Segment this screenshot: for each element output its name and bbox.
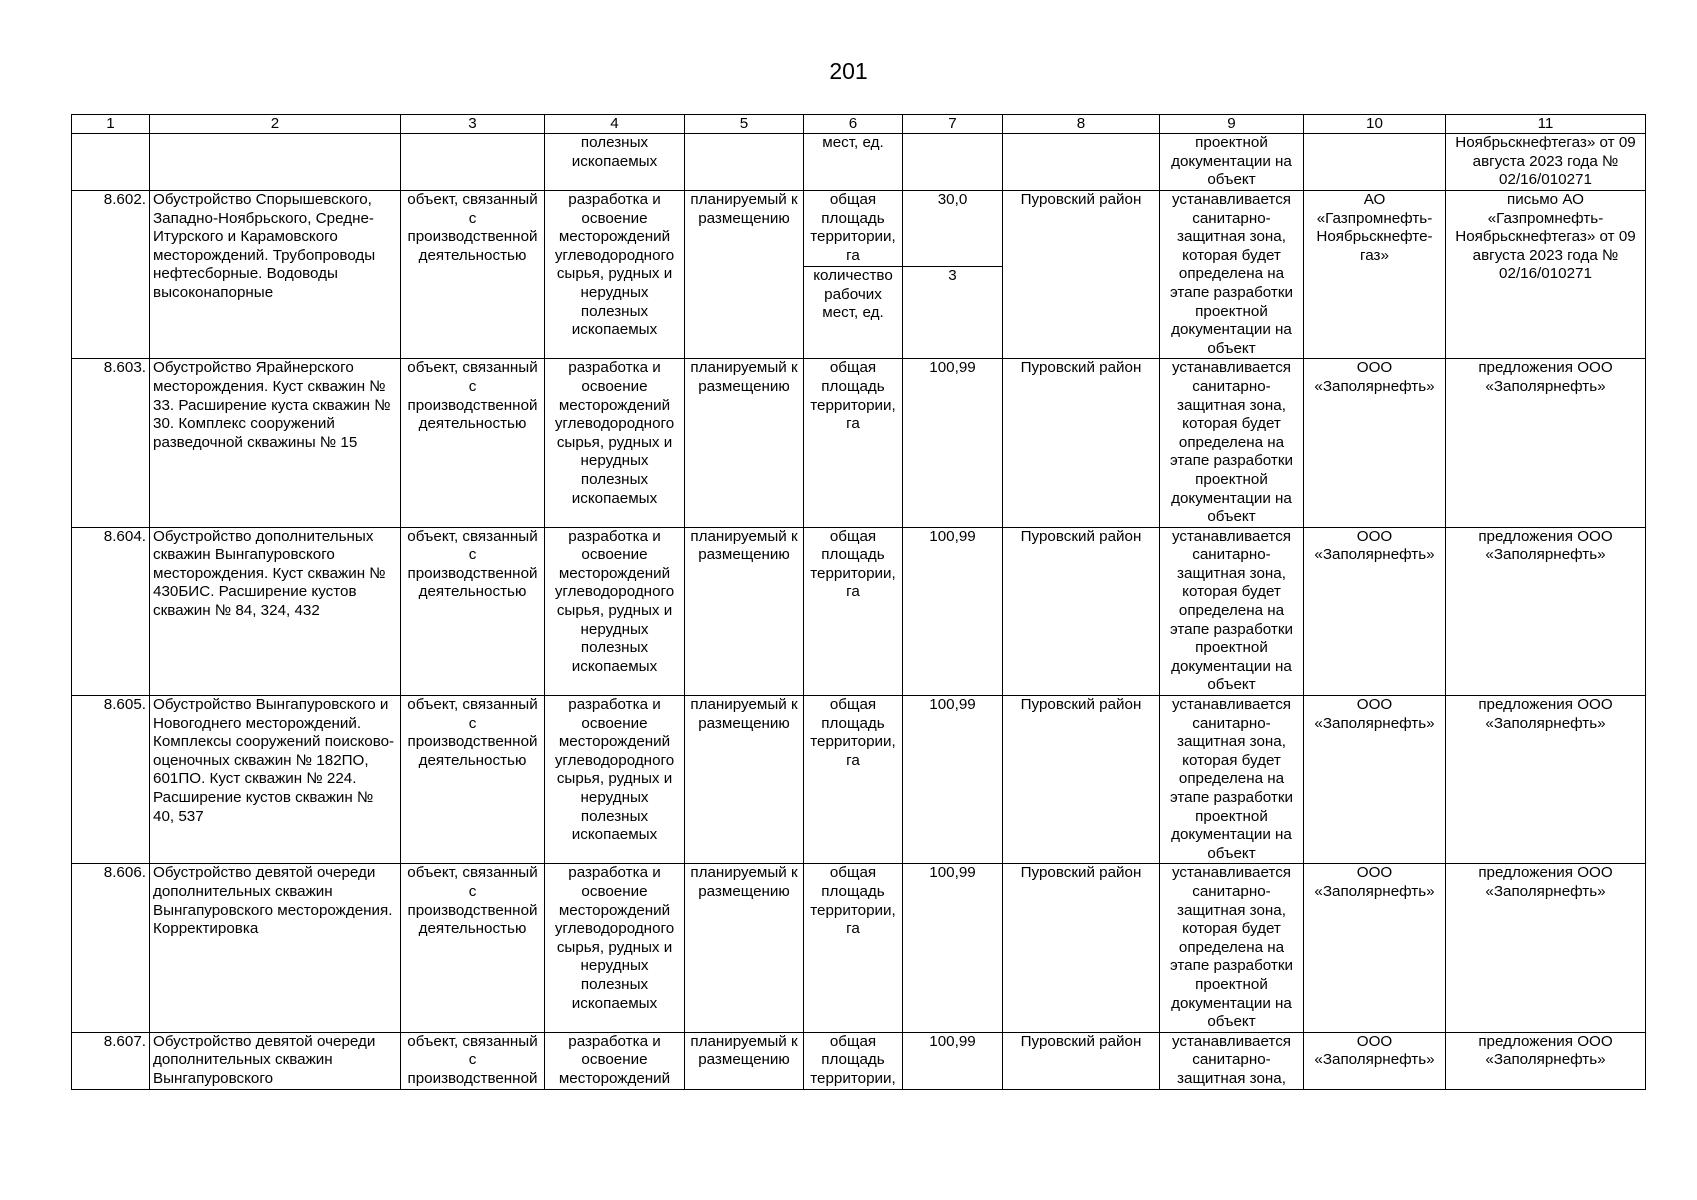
purpose-cell: разработка и освоение месторождений углеводородного сырья, рудных и нерудных полезных ископаемых	[545, 864, 685, 1032]
value-cell: 30,0	[903, 191, 1003, 267]
status-cell: планируемый к размещению	[685, 1032, 804, 1089]
location-cell: Пуровский район	[1003, 527, 1160, 695]
zone-cell: устанавливается санитарно-защитная зона, которая будет определена на этапе разработки проектной документации на объект	[1160, 191, 1304, 359]
basis-cell: предложения ООО «Заполярнефть»	[1446, 359, 1646, 527]
location-cell: Пуровский район	[1003, 359, 1160, 527]
object-name: Обустройство девятой очереди дополнительных скважин Вынгапуровского	[150, 1032, 401, 1089]
characteristic-cell: общая площадь территории, га	[804, 359, 903, 527]
zone-cell: устанавливается санитарно-защитная зона, которая будет определена на этапе разработки проектной документации на объект	[1160, 359, 1304, 527]
basis-cell: предложения ООО «Заполярнефть»	[1446, 864, 1646, 1032]
object-name: Обустройство Ярайнерского месторождения. Куст скважин № 33. Расширение куста скважин № 30. Комплекс сооружений разведочной скважины № 15	[150, 359, 401, 527]
location-cell: Пуровский район	[1003, 864, 1160, 1032]
location-cell: Пуровский район	[1003, 696, 1160, 864]
column-header: 10	[1304, 115, 1446, 134]
value-cell: 100,99	[903, 1032, 1003, 1089]
object-type: объект, связанный с производственной деятельностью	[401, 527, 545, 695]
basis-cell: Ноябрьскнефтегаз» от 09 августа 2023 года № 02/16/010271	[1446, 134, 1646, 191]
characteristic-cell: общая площадь территории, га	[804, 696, 903, 864]
purpose-cell: разработка и освоение месторождений	[545, 1032, 685, 1089]
organization-cell: ООО «Заполярнефть»	[1304, 527, 1446, 695]
value-cell: 100,99	[903, 527, 1003, 695]
basis-cell: предложения ООО «Заполярнефть»	[1446, 696, 1646, 864]
zone-cell: устанавливается санитарно-защитная зона,	[1160, 1032, 1304, 1089]
table-row	[72, 191, 1646, 267]
zone-cell: проектной документации на объект	[1160, 134, 1304, 191]
characteristic-cell: общая площадь территории, га	[804, 864, 903, 1032]
zone-cell: устанавливается санитарно-защитная зона, которая будет определена на этапе разработки проектной документации на объект	[1160, 696, 1304, 864]
status-cell: планируемый к размещению	[685, 864, 804, 1032]
row-number: 8.605.	[72, 696, 150, 864]
column-header: 8	[1003, 115, 1160, 134]
row-number: 8.606.	[72, 864, 150, 1032]
zone-cell: устанавливается санитарно-защитная зона, которая будет определена на этапе разработки проектной документации на объект	[1160, 527, 1304, 695]
continuation-row	[72, 134, 1646, 191]
zone-cell: устанавливается санитарно-защитная зона, которая будет определена на этапе разработки проектной документации на объект	[1160, 864, 1304, 1032]
page-number: 201	[829, 58, 868, 84]
purpose-cell: разработка и освоение месторождений углеводородного сырья, рудных и нерудных полезных ископаемых	[545, 527, 685, 695]
table-row	[72, 696, 1646, 864]
object-name: Обустройство Вынгапуровского и Новогоднего месторождений. Комплексы сооружений поисково-оценочных скважин № 182ПО, 601ПО. Куст скважин № 224. Расширение кустов скважин № 40, 537	[150, 696, 401, 864]
table-row	[72, 359, 1646, 527]
table-row	[72, 1032, 1646, 1089]
basis-cell: предложения ООО «Заполярнефть»	[1446, 1032, 1646, 1089]
characteristic-cell: общая площадь территории, га	[804, 527, 903, 695]
object-type: объект, связанный с производственной деятельностью	[401, 696, 545, 864]
status-cell: планируемый к размещению	[685, 696, 804, 864]
row-number: 8.603.	[72, 359, 150, 527]
value-cell: 3	[903, 267, 1003, 359]
purpose-cell: разработка и освоение месторождений углеводородного сырья, рудных и нерудных полезных ископаемых	[545, 359, 685, 527]
object-type: объект, связанный с производственной	[401, 1032, 545, 1089]
value-cell: 100,99	[903, 864, 1003, 1032]
location-cell: Пуровский район	[1003, 191, 1160, 359]
table-row	[72, 527, 1646, 695]
basis-cell: предложения ООО «Заполярнефть»	[1446, 527, 1646, 695]
object-type: объект, связанный с производственной деятельностью	[401, 864, 545, 1032]
table-row	[72, 864, 1646, 1032]
column-header: 6	[804, 115, 903, 134]
status-cell: планируемый к размещению	[685, 191, 804, 359]
column-header: 2	[150, 115, 401, 134]
organization-cell: ООО «Заполярнефть»	[1304, 696, 1446, 864]
organization-cell: ООО «Заполярнефть»	[1304, 864, 1446, 1032]
location-cell: Пуровский район	[1003, 1032, 1160, 1089]
characteristic-cell: мест, ед.	[804, 134, 903, 191]
characteristic-cell: количество рабочих мест, ед.	[804, 267, 903, 359]
value-cell: 100,99	[903, 696, 1003, 864]
column-header: 3	[401, 115, 545, 134]
characteristic-cell: общая площадь территории, га	[804, 191, 903, 267]
objects-table	[71, 114, 1646, 1090]
column-header: 4	[545, 115, 685, 134]
value-cell: 100,99	[903, 359, 1003, 527]
purpose-cell: полезных ископаемых	[545, 134, 685, 191]
column-header: 9	[1160, 115, 1304, 134]
row-number: 8.604.	[72, 527, 150, 695]
column-header: 5	[685, 115, 804, 134]
organization-cell: ООО «Заполярнефть»	[1304, 1032, 1446, 1089]
row-number: 8.607.	[72, 1032, 150, 1089]
status-cell: планируемый к размещению	[685, 359, 804, 527]
object-name: Обустройство дополнительных скважин Вынгапуровского месторождения. Куст скважин № 430БИС. Расширение кустов скважин № 84, 324, 432	[150, 527, 401, 695]
object-type: объект, связанный с производственной деятельностью	[401, 191, 545, 359]
purpose-cell: разработка и освоение месторождений углеводородного сырья, рудных и нерудных полезных ископаемых	[545, 191, 685, 359]
column-header: 7	[903, 115, 1003, 134]
organization-cell: ООО «Заполярнефть»	[1304, 359, 1446, 527]
column-number-header-row	[72, 115, 1646, 134]
object-type: объект, связанный с производственной деятельностью	[401, 359, 545, 527]
object-name: Обустройство девятой очереди дополнительных скважин Вынгапуровского месторождения. Корректировка	[150, 864, 401, 1032]
row-number: 8.602.	[72, 191, 150, 359]
object-name: Обустройство Спорышевского, Западно-Ноябрьского, Средне-Итурского и Карамовского месторождений. Трубопроводы нефтесборные. Водоводы высоконапорные	[150, 191, 401, 359]
organization-cell: АО «Газпромнефть-Ноябрьскнефте-газ»	[1304, 191, 1446, 359]
purpose-cell: разработка и освоение месторождений углеводородного сырья, рудных и нерудных полезных ископаемых	[545, 696, 685, 864]
column-header: 11	[1446, 115, 1646, 134]
column-header: 1	[72, 115, 150, 134]
basis-cell: письмо АО «Газпромнефть-Ноябрьскнефтегаз» от 09 августа 2023 года № 02/16/010271	[1446, 191, 1646, 359]
status-cell: планируемый к размещению	[685, 527, 804, 695]
characteristic-cell: общая площадь территории,	[804, 1032, 903, 1089]
